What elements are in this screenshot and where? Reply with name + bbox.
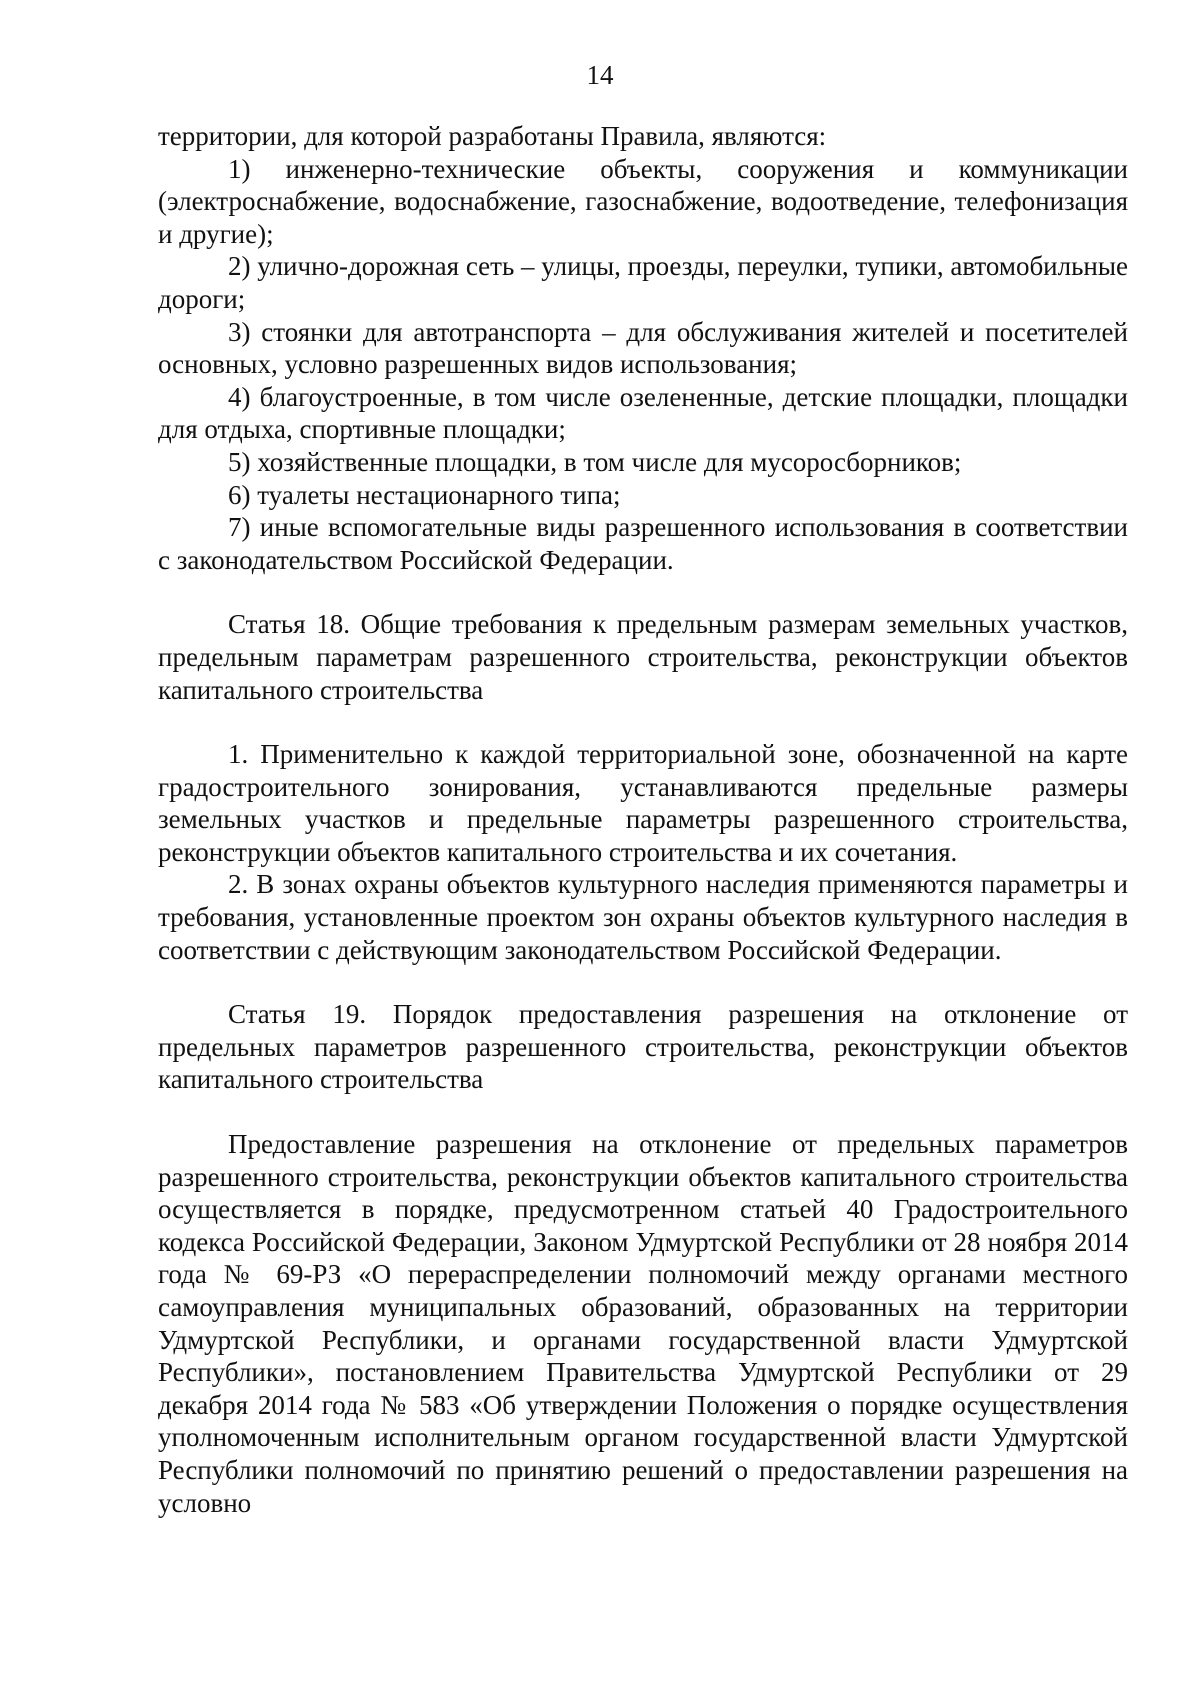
- spacer: [158, 706, 1128, 738]
- list-item-7: 7) иные вспомогательные виды разрешенного использования в соответствии с законодательством Российской Федерации.: [158, 512, 1128, 575]
- article-19-heading: Статья 19. Порядок предоставления разрешения на отклонение от предельных параметров разрешенного строительства, реконструкции объектов капитального строительства: [158, 999, 1128, 1095]
- document-body: [158, 120, 1128, 1519]
- article-19-paragraph-1: Предоставление разрешения на отклонение от предельных параметров разрешенного строительства, реконструкции объектов капитального строительства осуществляется в порядке, предусмотренном статьей 40 Градостроительного кодекса Российской Федерации, Законом Удмуртской Республики от 28 ноября 2014 года № 69-РЗ «О перераспределении полномочий между органами местного самоуправления муниципальных образований, образованных на территории Удмуртской Республики, и органами государственной власти Удмуртской Республики», постановлением Правительства Удмуртской Республики от 29 декабря 2014 года № 583 «Об утверждении Положения о порядке осуществления уполномоченным исполнительным органом государственной власти Удмуртской Республики полномочий по принятию решений о предоставлении разрешения на условно: [158, 1129, 1128, 1518]
- spacer: [158, 576, 1128, 608]
- article-18-paragraph-1: 1. Применительно к каждой территориальной зоне, обозначенной на карте градостроительного зонирования, устанавливаются предельные размеры земельных участков и предельные параметры разрешенного строительства, реконструкции объектов капитального строительства и их сочетания.: [158, 739, 1128, 867]
- list-item-3: 3) стоянки для автотранспорта – для обслуживания жителей и посетителей основных, условно разрешенных видов использования;: [158, 316, 1128, 380]
- intro-text: территории, для которой разработаны Правила, являются:: [158, 121, 827, 151]
- spacer: [158, 966, 1128, 998]
- spacer: [158, 1096, 1128, 1128]
- article-18-heading: Статья 18. Общие требования к предельным размерам земельных участков, предельным параметрам разрешенного строительства, реконструкции объектов капитального строительства: [158, 609, 1128, 705]
- list-item-2: 2) улично-дорожная сеть – улицы, проезды, переулки, тупики, автомобильные дороги;: [158, 251, 1128, 314]
- article-18-paragraph-2: 2. В зонах охраны объектов культурного наследия применяются параметры и требования, установленные проектом зон охраны объектов культурного наследия в соответствии с действующим законодательством Российской Федерации.: [158, 869, 1128, 965]
- list-item-6: 6) туалеты нестационарного типа;: [228, 479, 621, 510]
- list-item-1: 1) инженерно-технические объекты, сооружения и коммуникации (электроснабжение, водоснабжение, газоснабжение, водоотведение, телефонизация и другие);: [158, 153, 1128, 249]
- list-item-5: 5) хозяйственные площадки, в том числе для мусоросборников;: [228, 446, 962, 477]
- page-number: 14: [586, 60, 614, 90]
- list-item-4: 4) благоустроенные, в том числе озелененные, детские площадки, площадки для отдыха, спортивные площадки;: [158, 381, 1128, 445]
